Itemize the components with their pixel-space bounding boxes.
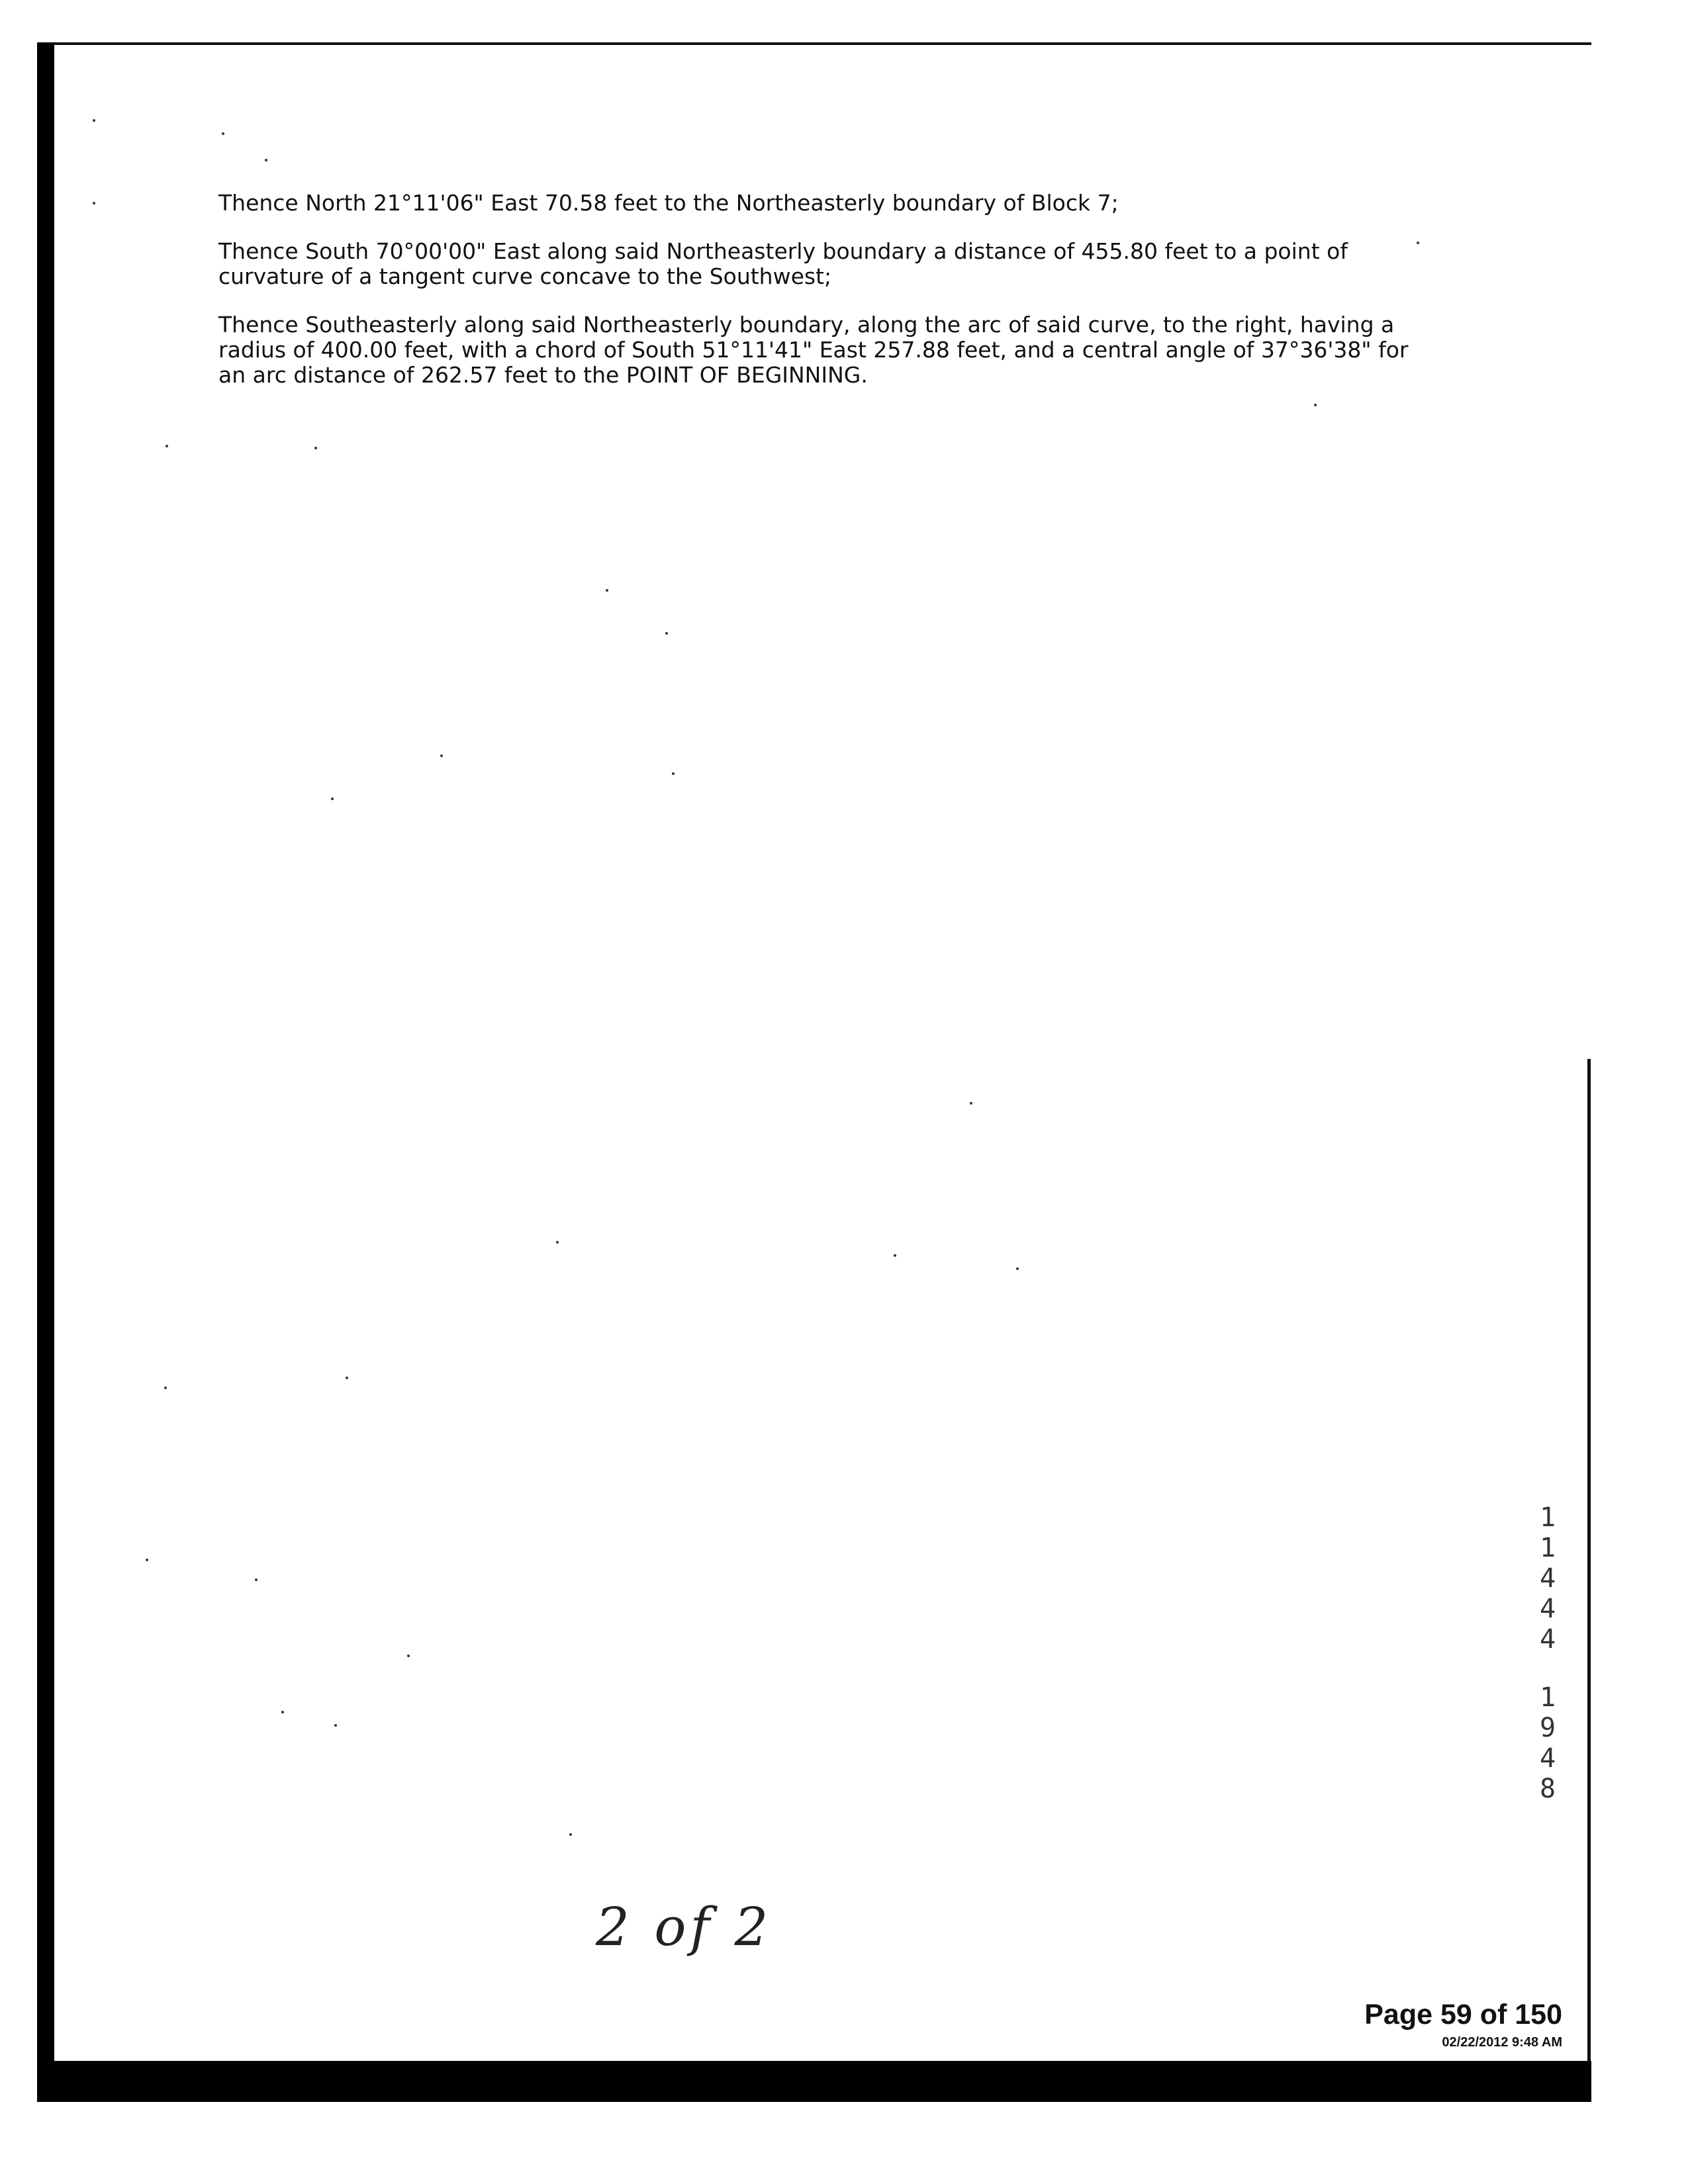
stamp-digit: 4 [1539,1743,1556,1774]
scan-speck [569,1833,572,1836]
stamp-digit: 4 [1539,1624,1556,1655]
page-number-label: Page 59 of 150 [1364,1999,1562,2030]
scan-border-left [37,42,54,2101]
scan-speck [556,1241,559,1244]
stamp-digit: 9 [1539,1713,1556,1743]
scan-speck [1417,242,1419,244]
scan-speck [334,1724,337,1727]
stamp-digit: 1 [1539,1682,1556,1713]
scan-speck [255,1578,258,1581]
scan-speck [1314,404,1317,406]
scan-speck [331,797,334,800]
scan-speck [440,754,443,757]
scan-speck [265,159,267,161]
side-stamp-number [1534,1502,1561,1804]
stamp-digit: 4 [1539,1563,1556,1594]
scan-speck [346,1377,348,1379]
scan-speck [222,132,224,135]
scan-speck [146,1559,148,1561]
scan-speck [93,119,95,122]
stamp-digit: 1 [1539,1502,1556,1533]
scan-speck [665,632,668,635]
scan-border-right [1587,1059,1591,2085]
scan-speck [164,1387,167,1389]
scan-border-bottom [37,2061,1591,2102]
scan-speck [314,447,317,449]
scan-speck [165,445,168,447]
legal-description [218,191,1417,411]
scan-speck [672,772,675,775]
scan-speck [606,589,608,592]
paragraph-2: Thence South 70°00'00" East along said Northeasterly boundary a distance of 455.80 feet to a point of curvature of a tangent curve concave to the Southwest; [218,238,1348,289]
paragraph-1: Thence North 21°11'06" East 70.58 feet to the Northeasterly boundary of Block 7; [218,190,1119,216]
scan-speck [407,1655,410,1657]
scan-speck [281,1711,284,1713]
paragraph-3: Thence Southeasterly along said Northeasterly boundary, along the arc of said curve, to the right, having a radius of 400.00 feet, with a chord of South 51°11'41" East 257.88 feet, and a central angle of 37°36'38" for an arc distance of 262.57 feet to the POINT OF BEGINNING. [218,312,1409,388]
stamp-gap [1534,1655,1561,1682]
scan-speck [894,1254,896,1257]
scan-speck [1016,1267,1019,1270]
scan-speck [93,202,95,205]
scan-border-top [37,42,1591,45]
scan-speck [970,1102,972,1105]
stamp-digit: 8 [1539,1774,1556,1804]
stamp-digit: 4 [1539,1594,1556,1624]
stamp-digit: 1 [1539,1533,1556,1563]
page-timestamp: 02/22/2012 9:48 AM [1442,2035,1562,2050]
handwritten-page-note: 2 of 2 [596,1896,773,1958]
